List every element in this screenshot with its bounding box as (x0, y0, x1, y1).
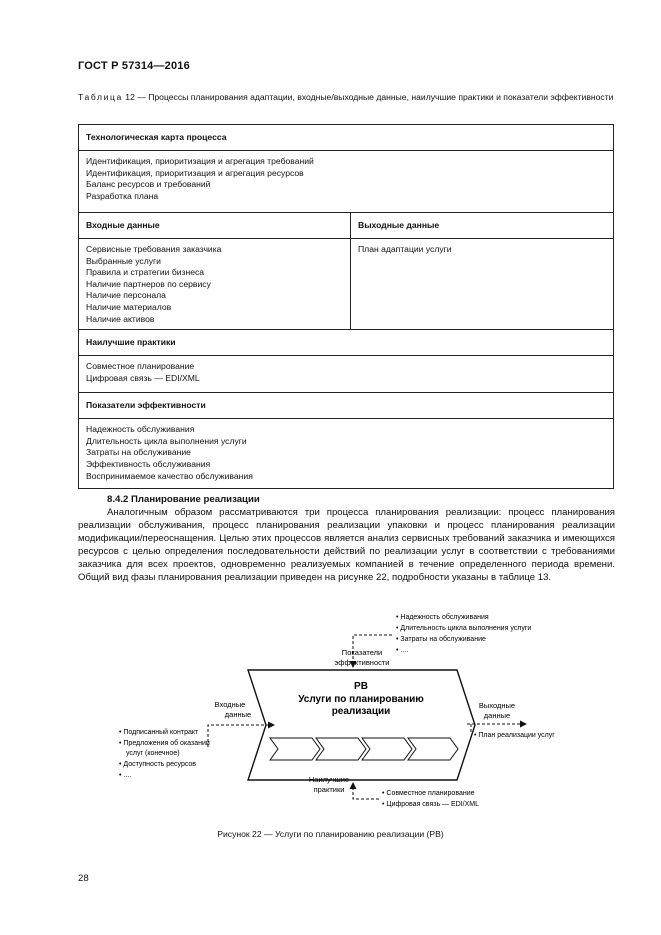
process-abbr: PB (354, 681, 368, 692)
process-map-body (79, 151, 614, 213)
list-item: Идентификация, приоритизация и агрегация требований (86, 156, 314, 166)
input-item: • Доступность ресурсов (119, 761, 197, 768)
process-map-header: Технологическая карта процесса (79, 125, 614, 151)
output-label-1: Выходные (478, 701, 516, 710)
section-title: 8.4.2 Планирование реализации (107, 494, 260, 505)
list-item: Сервисные требования заказчика (86, 244, 222, 254)
list-item: Длительность цикла выполнения услуги (86, 435, 247, 446)
process-figure (0, 600, 661, 825)
practice-connector (353, 783, 379, 799)
process-title-line1: Услуги по планированию (298, 694, 424, 705)
list-item: Затраты на обслуживание (86, 447, 191, 458)
input-label-2: данные (224, 710, 252, 719)
list-item: Идентификация, приоритизация и агрегация ресурсов (86, 167, 304, 178)
list-item: Наличие персонала (86, 290, 166, 301)
list-item: Разработка плана (86, 190, 159, 201)
input-item: • Предложения об оказании (119, 740, 210, 747)
step-chevron-4 (408, 738, 458, 760)
step-chevron-1 (270, 738, 320, 760)
practice-item: • Совместное планирование (382, 790, 475, 797)
practice-item: • Цифровая связь — EDI/XML (382, 801, 479, 808)
process-table (78, 124, 614, 489)
table-caption-text: 12 — Процессы планирования адаптации, входные/выходные данные, наилучшие практики и показатели эффективности (122, 92, 614, 102)
list-item: Совместное планирование (86, 361, 195, 372)
step-chevron-3 (362, 738, 412, 760)
list-item: Правила и стратегии бизнеса (86, 267, 205, 278)
list-item: Эффективность обслуживания (86, 458, 211, 469)
table-caption (78, 92, 618, 104)
kpi-label-1: Показатели (341, 648, 383, 657)
kpi-header: Показатели эффективности (79, 393, 614, 419)
process-title-line2: реализации (331, 706, 391, 717)
input-item: • Подписанный контракт (119, 729, 199, 736)
inputs-header: Входные данные (79, 213, 351, 239)
figure-caption: Рисунок 22 — Услуги по планированию реализации (PB) (217, 829, 444, 839)
list-item: Надежность обслуживания (86, 424, 195, 435)
step-chevron-2 (316, 738, 366, 760)
practice-label-1: Наилучшие (308, 775, 350, 784)
table-caption-prefix: Таблица (78, 92, 123, 102)
page-number: 28 (78, 873, 89, 884)
input-item: услуг (конечное) (126, 750, 180, 757)
practice-label-2: практики (313, 785, 345, 794)
input-label-1: Входные (214, 700, 246, 709)
kpi-item: • .... (396, 647, 409, 654)
list-item: Цифровая связь — EDI/XML (86, 372, 200, 383)
list-item: Выбранные услуги (86, 255, 161, 266)
document-id: ГОСТ Р 57314—2016 (78, 60, 190, 72)
kpi-body (79, 419, 614, 489)
kpi-label-2: эффективности (334, 658, 390, 667)
section-paragraph: Аналогичным образом рассматриваются три процесса планирования реализации: процесс планирования реализации обслуживания, процесс планирования реализации упаковки и процесс планирования реализации модификации/переоснащения. Целью этих процессов является анализ сервисных требований заказчика и имеющихся ресурсов с целью определения последовательности действий по реализации услуг в соответствии с требованиями заказчика для всех проектов, одновременно реализуемых компанией в течение определенного периода времени. Общий вид фазы планирования реализации приведен на рисунке 22, подробности указаны в таблице 13. (78, 507, 615, 583)
best-practices-header: Наилучшие практики (79, 330, 614, 356)
kpi-item: • Надежность обслуживания (396, 614, 489, 621)
list-item: План адаптации услуги (358, 244, 452, 254)
kpi-item: • Длительность цикла выполнения услуги (396, 625, 532, 632)
list-item: Наличие активов (86, 313, 155, 324)
output-label-2: данные (483, 711, 511, 720)
best-practices-body (79, 356, 614, 393)
list-item: Баланс ресурсов и требований (86, 179, 211, 190)
list-item: Наличие материалов (86, 301, 172, 312)
list-item: Наличие партнеров по сервису (86, 278, 211, 289)
inputs-body (79, 239, 351, 330)
outputs-body (351, 239, 614, 330)
list-item: Воспринимаемое качество обслуживания (86, 470, 253, 481)
input-item: • .... (119, 772, 132, 779)
output-item: • План реализации услуг (474, 732, 555, 739)
outputs-header: Выходные данные (351, 213, 614, 239)
kpi-item: • Затраты на обслуживание (396, 636, 486, 643)
